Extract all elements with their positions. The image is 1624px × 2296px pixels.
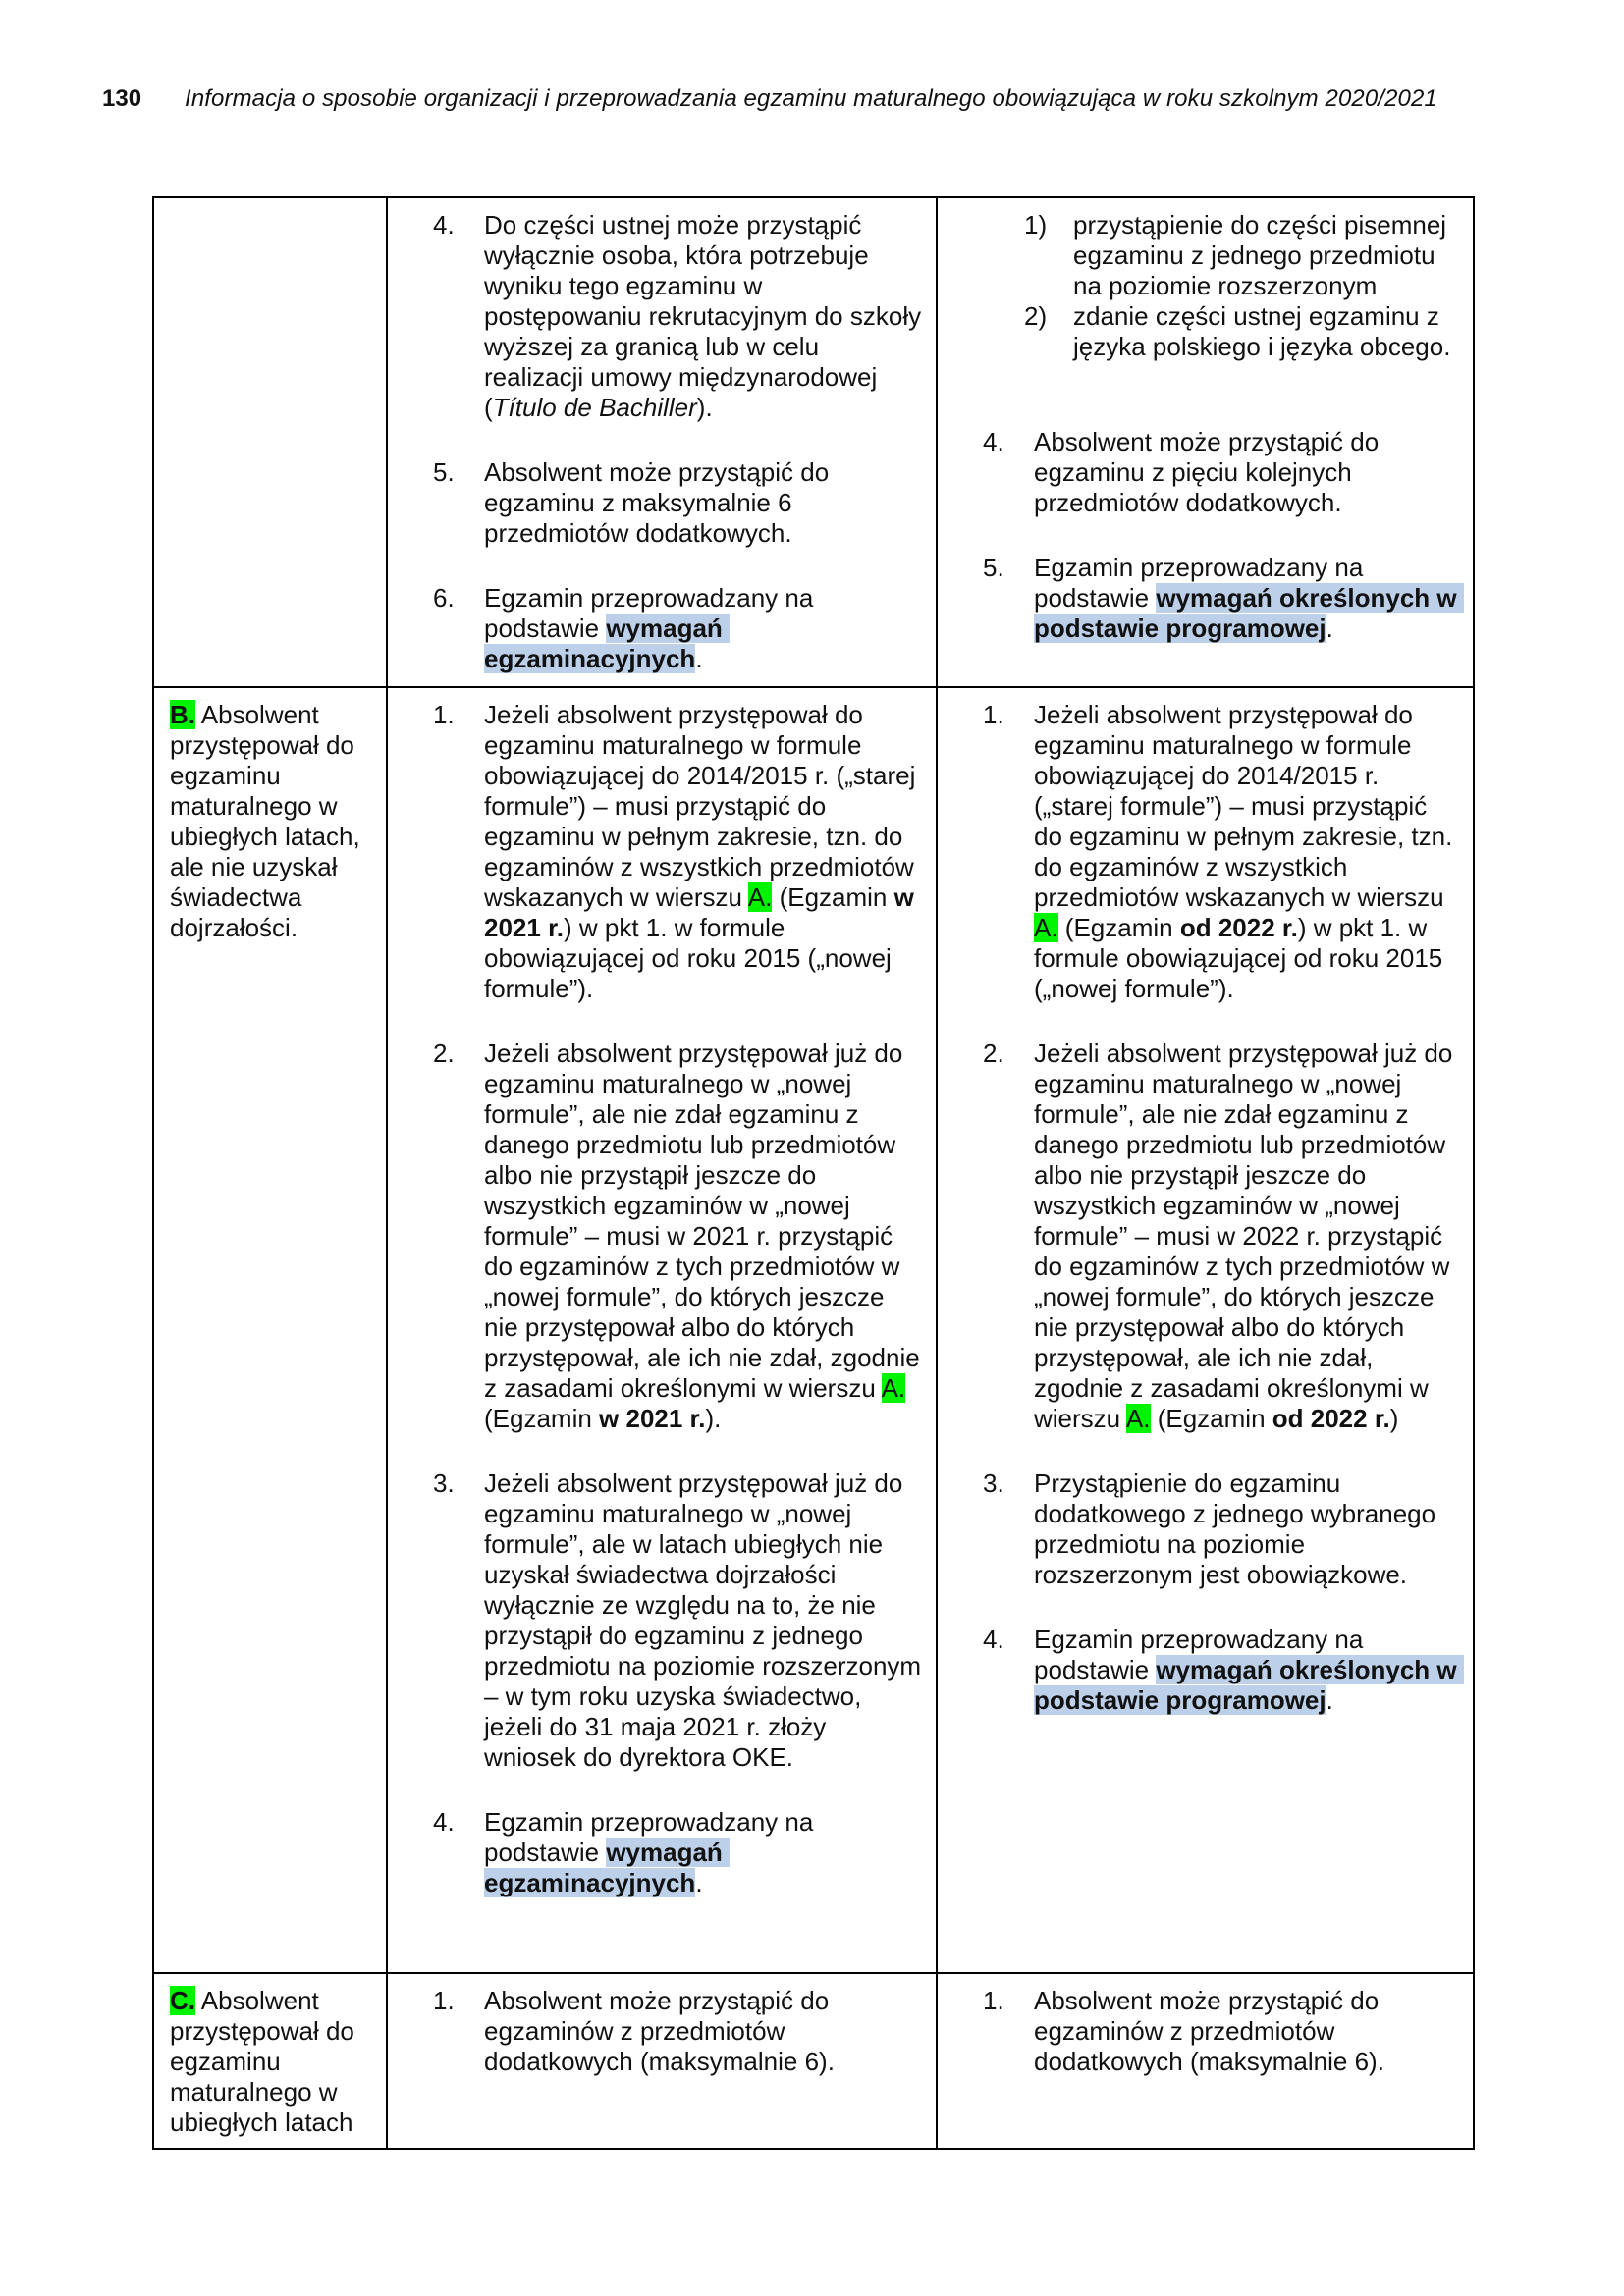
text-segment: Do części ustnej może przystąpić wyłącznie osoba, która potrzebuje wyniku tego egzaminu w postępowaniu rekrutacyjnym do szkoły wyższej za granicą lub w celu realizacji umowy międzynarodowej (: [484, 210, 929, 422]
table-row: [153, 197, 1474, 687]
list-item: [938, 1468, 1459, 1590]
text-segment: Jeżeli absolwent przystępował już do egzaminu maturalnego w „nowej formule”, ale nie zdał egzaminu z danego przedmiotu lub przedmiotów albo nie przystąpił jeszcze do wszystkich egzaminów w „nowej formule” – musi w 2022 r. przystąpić do egzaminów z tych przedmiotów w „nowej formule”, do których jeszcze nie przystępował albo do których przystępował, ale ich nie zdał, zgodnie z zasadami określonymi w wierszu: [1034, 1039, 1460, 1433]
item-text: [484, 1986, 922, 2077]
highlight-segment: wymagań egzaminacyjnych: [484, 1838, 731, 1897]
highlight-segment: C.: [170, 1986, 195, 2015]
text-segment: Egzamin przeprowadzany na podstawie: [484, 1807, 821, 1867]
row-label-cell: [153, 197, 387, 687]
text-segment: Absolwent może przystąpić do egzaminu z pięciu kolejnych przedmiotów dodatkowych.: [1034, 427, 1386, 517]
text-segment: Egzamin przeprowadzany na podstawie: [1034, 1625, 1371, 1684]
text-segment: (Egzamin: [1057, 913, 1180, 942]
text-segment: ) w pkt 1. w formule obowiązującej od roku 2015 („nowej formule”).: [484, 913, 899, 1003]
list-item: [938, 301, 1459, 362]
list-item: [938, 700, 1459, 1004]
list-item: [938, 1986, 1459, 2077]
text-segment: Absolwent przystępował do egzaminu maturalnego w ubiegłych latach: [170, 1986, 362, 2137]
highlight-segment: A.: [881, 1373, 906, 1403]
item-text: [1034, 427, 1459, 518]
item-marker: 2.: [983, 1039, 1004, 1068]
list-item: [388, 583, 922, 674]
item-marker: 1): [1024, 210, 1048, 240]
text-segment: Absolwent przystępował do egzaminu maturalnego w ubiegłych latach, ale nie uzyskał świadectwa dojrzałości.: [170, 700, 367, 942]
highlight-segment: A.: [1034, 913, 1058, 942]
text-segment: ).: [705, 1404, 722, 1433]
row-content-cell: [937, 197, 1474, 687]
item-text: [1034, 700, 1459, 1004]
text-segment: Absolwent może przystąpić do egzaminów z przedmiotów dodatkowych (maksymalnie 6).: [484, 1986, 837, 2076]
item-marker: 1.: [983, 700, 1004, 729]
text-segment: w 2021 r.: [484, 882, 922, 942]
text-segment: Jeżeli absolwent przystępował do egzaminu maturalnego w formule obowiązującej do 2014/2015 r. („starej formule”) – musi przystąpić do egzaminu w pełnym zakresie, tzn. do egzaminów z wszystkich przedmiotów wskazanych w wierszu: [484, 700, 923, 912]
item-text: [1034, 553, 1464, 644]
text-segment: (Egzamin: [1150, 1404, 1272, 1433]
item-text: [1034, 1625, 1464, 1716]
list-item: [388, 210, 929, 423]
list-item: [388, 1807, 922, 1898]
highlight-segment: A.: [1125, 1404, 1151, 1433]
text-segment: od 2022 r.: [1179, 913, 1298, 942]
highlight-segment: A.: [747, 882, 773, 912]
item-marker: 4.: [983, 427, 1004, 456]
table-row: [153, 687, 1474, 1973]
text-segment: Jeżeli absolwent przystępował do egzaminu maturalnego w formule obowiązującej do 2014/2015 r. („starej formule”) – musi przystąpić do egzaminu w pełnym zakresie, tzn. do egzaminów z wszystkich przedmiotów wskazanych w wierszu: [1034, 700, 1460, 912]
text-segment: .: [1326, 614, 1333, 643]
text-segment: od 2022 r.: [1272, 1404, 1390, 1433]
text-segment: (Egzamin: [772, 882, 894, 912]
page-header: [102, 84, 1526, 114]
item-marker: 2): [1024, 301, 1048, 331]
main-table: [152, 196, 1475, 2150]
item-marker: 3.: [433, 1468, 455, 1498]
item-text: [1034, 1468, 1459, 1590]
text-segment: Jeżeli absolwent przystępował już do egzaminu maturalnego w „nowej formule”, ale nie zdał egzaminu z danego przedmiotu lub przedmiotów albo nie przystąpił jeszcze do wszystkich egzaminów w „nowej formule” – musi w 2021 r. przystąpić do egzaminów z tych przedmiotów w „nowej formule”, do których jeszcze nie przystępował albo do których przystępował, ale ich nie zdał, zgodnie z zasadami określonymi w wierszu: [484, 1039, 927, 1403]
highlight-segment: wymagań egzaminacyjnych: [484, 614, 731, 673]
list-item: [388, 1039, 927, 1434]
item-marker: 1.: [433, 1986, 455, 2015]
text-segment: .: [695, 644, 703, 673]
list-item: [388, 457, 922, 549]
text-segment: Przystąpienie do egzaminu dodatkowego z jednego wybranego przedmiotu na poziomie rozszerzonym jest obowiązkowe.: [1034, 1468, 1443, 1589]
text-segment: zdanie części ustnej egzaminu z języka polskiego i języka obcego.: [1073, 301, 1451, 361]
text-segment: Egzamin przeprowadzany na podstawie: [1034, 553, 1371, 613]
item-marker: 3.: [983, 1468, 1004, 1498]
row-content-cell: [387, 687, 937, 1973]
row-content-cell: [937, 1973, 1474, 2149]
item-marker: 5.: [983, 553, 1004, 582]
text-segment: ) w pkt 1. w formule obowiązującej od roku 2015 („nowej formule”).: [1034, 913, 1450, 1003]
item-marker: 6.: [433, 583, 455, 613]
table-row: [153, 1973, 1474, 2149]
list-item: [388, 700, 922, 1004]
item-text: [484, 583, 922, 674]
item-marker: 1.: [983, 1986, 1004, 2015]
list-item: [938, 1039, 1459, 1434]
list-item: [938, 427, 1459, 518]
text-segment: ).: [696, 393, 713, 422]
highlight-segment: wymagań określonych w podstawie programowej: [1034, 583, 1464, 643]
doc-table-body: [153, 197, 1474, 2149]
item-text: [484, 1039, 927, 1434]
text-segment: Egzamin przeprowadzany na podstawie: [484, 583, 821, 643]
item-text: [1034, 1039, 1459, 1434]
page-number: 130: [102, 85, 142, 112]
text-segment: .: [695, 1868, 703, 1897]
item-text: [484, 457, 922, 549]
row-label-cell: [153, 1973, 387, 2149]
row-content-cell: [387, 1973, 937, 2149]
text-segment: w 2021 r.: [599, 1404, 706, 1433]
text-segment: Absolwent może przystąpić do egzaminu z maksymalnie 6 przedmiotów dodatkowych.: [484, 457, 837, 548]
highlight-segment: wymagań określonych w podstawie programowej: [1034, 1655, 1464, 1715]
item-text: [484, 210, 929, 423]
row-label-cell: [153, 687, 387, 1973]
item-marker: 4.: [983, 1625, 1004, 1654]
item-text: [1034, 1986, 1459, 2077]
header-title: Informacja o sposobie organizacji i przeprowadzania egzaminu maturalnego obowiązująca w roku szkolnym 2020/2021: [185, 85, 1437, 112]
text-segment: .: [1326, 1685, 1333, 1715]
item-marker: 5.: [433, 457, 455, 487]
text-segment: Absolwent może przystąpić do egzaminów z przedmiotów dodatkowych (maksymalnie 6).: [1034, 1986, 1386, 2076]
item-text: [1073, 210, 1459, 301]
list-item: [388, 1986, 922, 2077]
item-marker: 4.: [433, 210, 455, 240]
text-segment: ): [1389, 1404, 1399, 1433]
list-item: [938, 1625, 1464, 1716]
list-item: [938, 210, 1459, 301]
row-content-cell: [937, 687, 1474, 1973]
item-marker: 4.: [433, 1807, 455, 1837]
item-text: [484, 1807, 922, 1898]
item-marker: 1.: [433, 700, 455, 729]
item-text: [484, 1468, 929, 1773]
list-item: [938, 553, 1464, 644]
item-text: [484, 700, 922, 1004]
text-segment: przystąpienie do części pisemnej egzaminu z jednego przedmiotu na poziomie rozszerzonym: [1073, 210, 1454, 300]
highlight-segment: B.: [170, 700, 195, 729]
row-content-cell: [387, 197, 937, 687]
text-segment: Título de Bachiller: [492, 393, 697, 422]
text-segment: Jeżeli absolwent przystępował już do egzaminu maturalnego w „nowej formule”, ale w latach ubiegłych nie uzyskał świadectwa dojrzałości wyłącznie ze względu na to, że nie przystąpił do egzaminu z jednego przedmiotu na poziomie rozszerzonym – w tym roku uzyska świadectwo, jeżeli do 31 maja 2021 r. złoży wniosek do dyrektora OKE.: [484, 1468, 929, 1772]
item-marker: 2.: [433, 1039, 455, 1068]
list-item: [388, 1468, 929, 1773]
item-text: [1073, 301, 1459, 362]
text-segment: (Egzamin: [484, 1373, 913, 1433]
